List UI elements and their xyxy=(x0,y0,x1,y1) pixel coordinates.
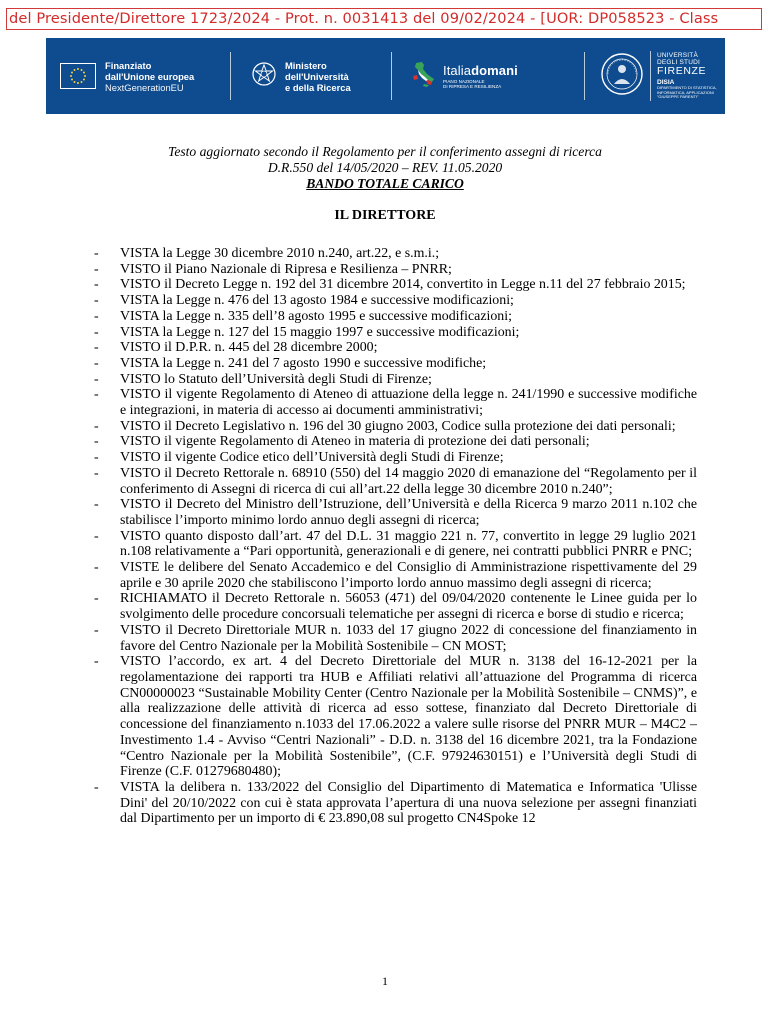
domani-word: domani xyxy=(471,62,518,78)
eu-line3: NextGenerationEU xyxy=(105,81,184,93)
list-item: - VISTO l’accordo, ex art. 4 del Decreto Direttoriale del MUR n. 3138 del 16-12-2021 per la regolamentazione dei rapporti tra HUB e Affiliati relativi all’attuazione del Programma di ricerca CN00000023 “Sustainable Mobility Center (Centro Nazionale per la Mobilità Sostenibile – CNMS)”, e alla realizzazione delle attività di ricerca ad esso sottese, finanziato dal Decreto Direttoriale di concessione del finanziamento n.1033 del 17.06.2022 a valere sulle risorse del PNRR MUR – M4C2 – Investimento 1.4 - Avviso “Centri Nazionali” - D.D. n. 3138 del 16 dicembre 2021, tra la Fondazione “Centro Nazionale per la Mobilità Sostenibile”, (C.F. 97924630151) e l’Università degli Studi di Firenze (C.F. 01279680480); xyxy=(86,654,697,780)
eu-flag-icon xyxy=(60,63,96,89)
unifi-line1: UNIVERSITÀ xyxy=(657,52,699,60)
ministry-line1: Ministero xyxy=(285,59,327,71)
list-item: - VISTO lo Statuto dell’Università degli Studi di Firenze; xyxy=(86,372,697,388)
eu-line1: Finanziato xyxy=(105,59,152,71)
list-item: - VISTO il Decreto Direttoriale MUR n. 1033 del 17 giugno 2022 di concessione del finanziamento in favore del Centro Nazionale per la Mobilità Sostenibile – CN MOST; xyxy=(86,623,697,654)
header-line-3: BANDO TOTALE CARICO xyxy=(306,176,464,191)
document-header xyxy=(0,144,770,192)
banner-divider xyxy=(230,52,231,100)
page-title: IL DIRETTORE xyxy=(334,208,436,223)
header-line-1: Testo aggiornato secondo il Regolamento per il conferimento assegni di ricerca xyxy=(168,144,602,159)
list-item: - VISTA la Legge n. 241 del 7 agosto 1990 e successive modifiche; xyxy=(86,356,697,372)
list-item: - VISTO il vigente Codice etico dell’Università degli Studi di Firenze; xyxy=(86,450,697,466)
list-item: - VISTO il Decreto Rettorale n. 68910 (550) del 14 maggio 2020 di emanazione del “Regolamento per il conferimento di Assegni di ricerca di cui all’art.22 della legge 30 dicembre 2010 n.240”; xyxy=(86,466,697,497)
list-item: - VISTO quanto disposto dall’art. 47 del D.L. 31 maggio 221 n. 77, convertito in legge 29 luglio 2021 n.108 relativamente a “Pari opportunità, generazionali e di genere, nei contratti pubblici PNRR e PNC; xyxy=(86,529,697,560)
unifi-seal-icon xyxy=(601,53,643,100)
protocol-stamp xyxy=(6,8,762,30)
unifi-line5: DIPARTIMENTO DI STATISTICA, xyxy=(657,85,717,91)
unifi-line3: FIRENZE xyxy=(657,65,707,78)
list-item: - VISTA la Legge n. 335 dell’8 agosto 1995 e successive modificazioni; xyxy=(86,309,697,325)
premises-list xyxy=(86,246,697,827)
unifi-line7: "GIUSEPPE PARENTI" xyxy=(657,94,699,100)
italia-sub2: DI RIPRESA E RESILIENZA xyxy=(443,83,502,89)
page-number: 1 xyxy=(382,974,388,988)
unifi-line4: DISIA xyxy=(657,79,675,87)
list-item: - VISTO il Decreto Legislativo n. 196 del 30 giugno 2003, Codice sulla protezione dei dati personali; xyxy=(86,419,697,435)
protocol-stamp-text: del Presidente/Direttore 1723/2024 - Prot. n. 0031413 del 09/02/2024 - [UOR: DP058523 - Class xyxy=(9,10,719,27)
italiadomani-logo-group xyxy=(408,38,518,114)
list-item: - VISTO il D.P.R. n. 445 del 28 dicembre 2000; xyxy=(86,340,697,356)
ministry-line2: dell'Università xyxy=(285,70,349,82)
list-item: - VISTA la Legge 30 dicembre 2010 n.240, art.22, e s.m.i.; xyxy=(86,246,697,262)
list-item: - VISTE le delibere del Senato Accademico e del Consiglio di Amministrazione rispettivamente del 29 aprile e 30 aprile 2020 che stabiliscono l’importo lordo annuo massimo degli assegni di ricerca; xyxy=(86,560,697,591)
italy-map-icon xyxy=(408,59,438,94)
unifi-line2: DEGLI STUDI xyxy=(657,59,701,67)
unifi-logo-group xyxy=(601,38,717,114)
italia-word: Italia xyxy=(443,62,472,78)
list-item: - VISTO il Decreto Legge n. 192 del 31 dicembre 2014, convertito in Legge n.11 del 27 febbraio 2015; xyxy=(86,277,697,293)
banner-divider xyxy=(584,52,585,100)
ministry-logo-group xyxy=(251,38,351,114)
list-item: - VISTO il Piano Nazionale di Ripresa e Resilienza – PNRR; xyxy=(86,262,697,278)
list-item: - VISTO il vigente Regolamento di Ateneo in materia di protezione dei dati personali; xyxy=(86,434,697,450)
list-item: - VISTA la delibera n. 133/2022 del Consiglio del Dipartimento di Matematica e Informatica 'Ulisse Dini' del 20/10/2022 con cui è stata approvata l’apertura di una nuova selezione per assegni finanziati dal Dipartimento per un importo di € 23.890,08 sul progetto CN4Spoke 12 xyxy=(86,780,697,827)
list-item: - RICHIAMATO il Decreto Rettorale n. 56053 (471) del 09/04/2020 contenente le Linee guida per lo svolgimento delle procedure concorsuali telematiche per assegni di ricerca e borse di studio e ricerca; xyxy=(86,591,697,622)
header-line-2: D.R.550 del 14/05/2020 – REV. 11.05.2020 xyxy=(267,160,503,175)
italian-republic-emblem-icon xyxy=(251,60,277,93)
unifi-line6: INFORMATICA, APPLICAZIONI xyxy=(657,89,714,95)
italia-sub1: PIANO NAZIONALE xyxy=(443,78,485,84)
list-item: - VISTO il vigente Regolamento di Ateneo di attuazione della legge n. 241/1990 e successive modifiche e integrazioni, in materia di accesso ai documenti amministrativi; xyxy=(86,387,697,418)
logo-banner xyxy=(46,38,725,114)
unifi-divider xyxy=(650,51,651,101)
list-item: - VISTO il Decreto del Ministro dell’Istruzione, dell’Università e della Ricerca 9 marzo 2011 n.102 che stabilisce l’importo minimo lordo annuo degli assegni di ricerca; xyxy=(86,497,697,528)
banner-divider xyxy=(391,52,392,100)
ministry-line3: e della Ricerca xyxy=(285,81,351,93)
list-item: - VISTA la Legge n. 127 del 15 maggio 1997 e successive modificazioni; xyxy=(86,325,697,341)
eu-logo-group xyxy=(60,38,194,114)
list-item: - VISTA la Legge n. 476 del 13 agosto 1984 e successive modificazioni; xyxy=(86,293,697,309)
eu-line2: dall'Unione europea xyxy=(105,70,195,82)
